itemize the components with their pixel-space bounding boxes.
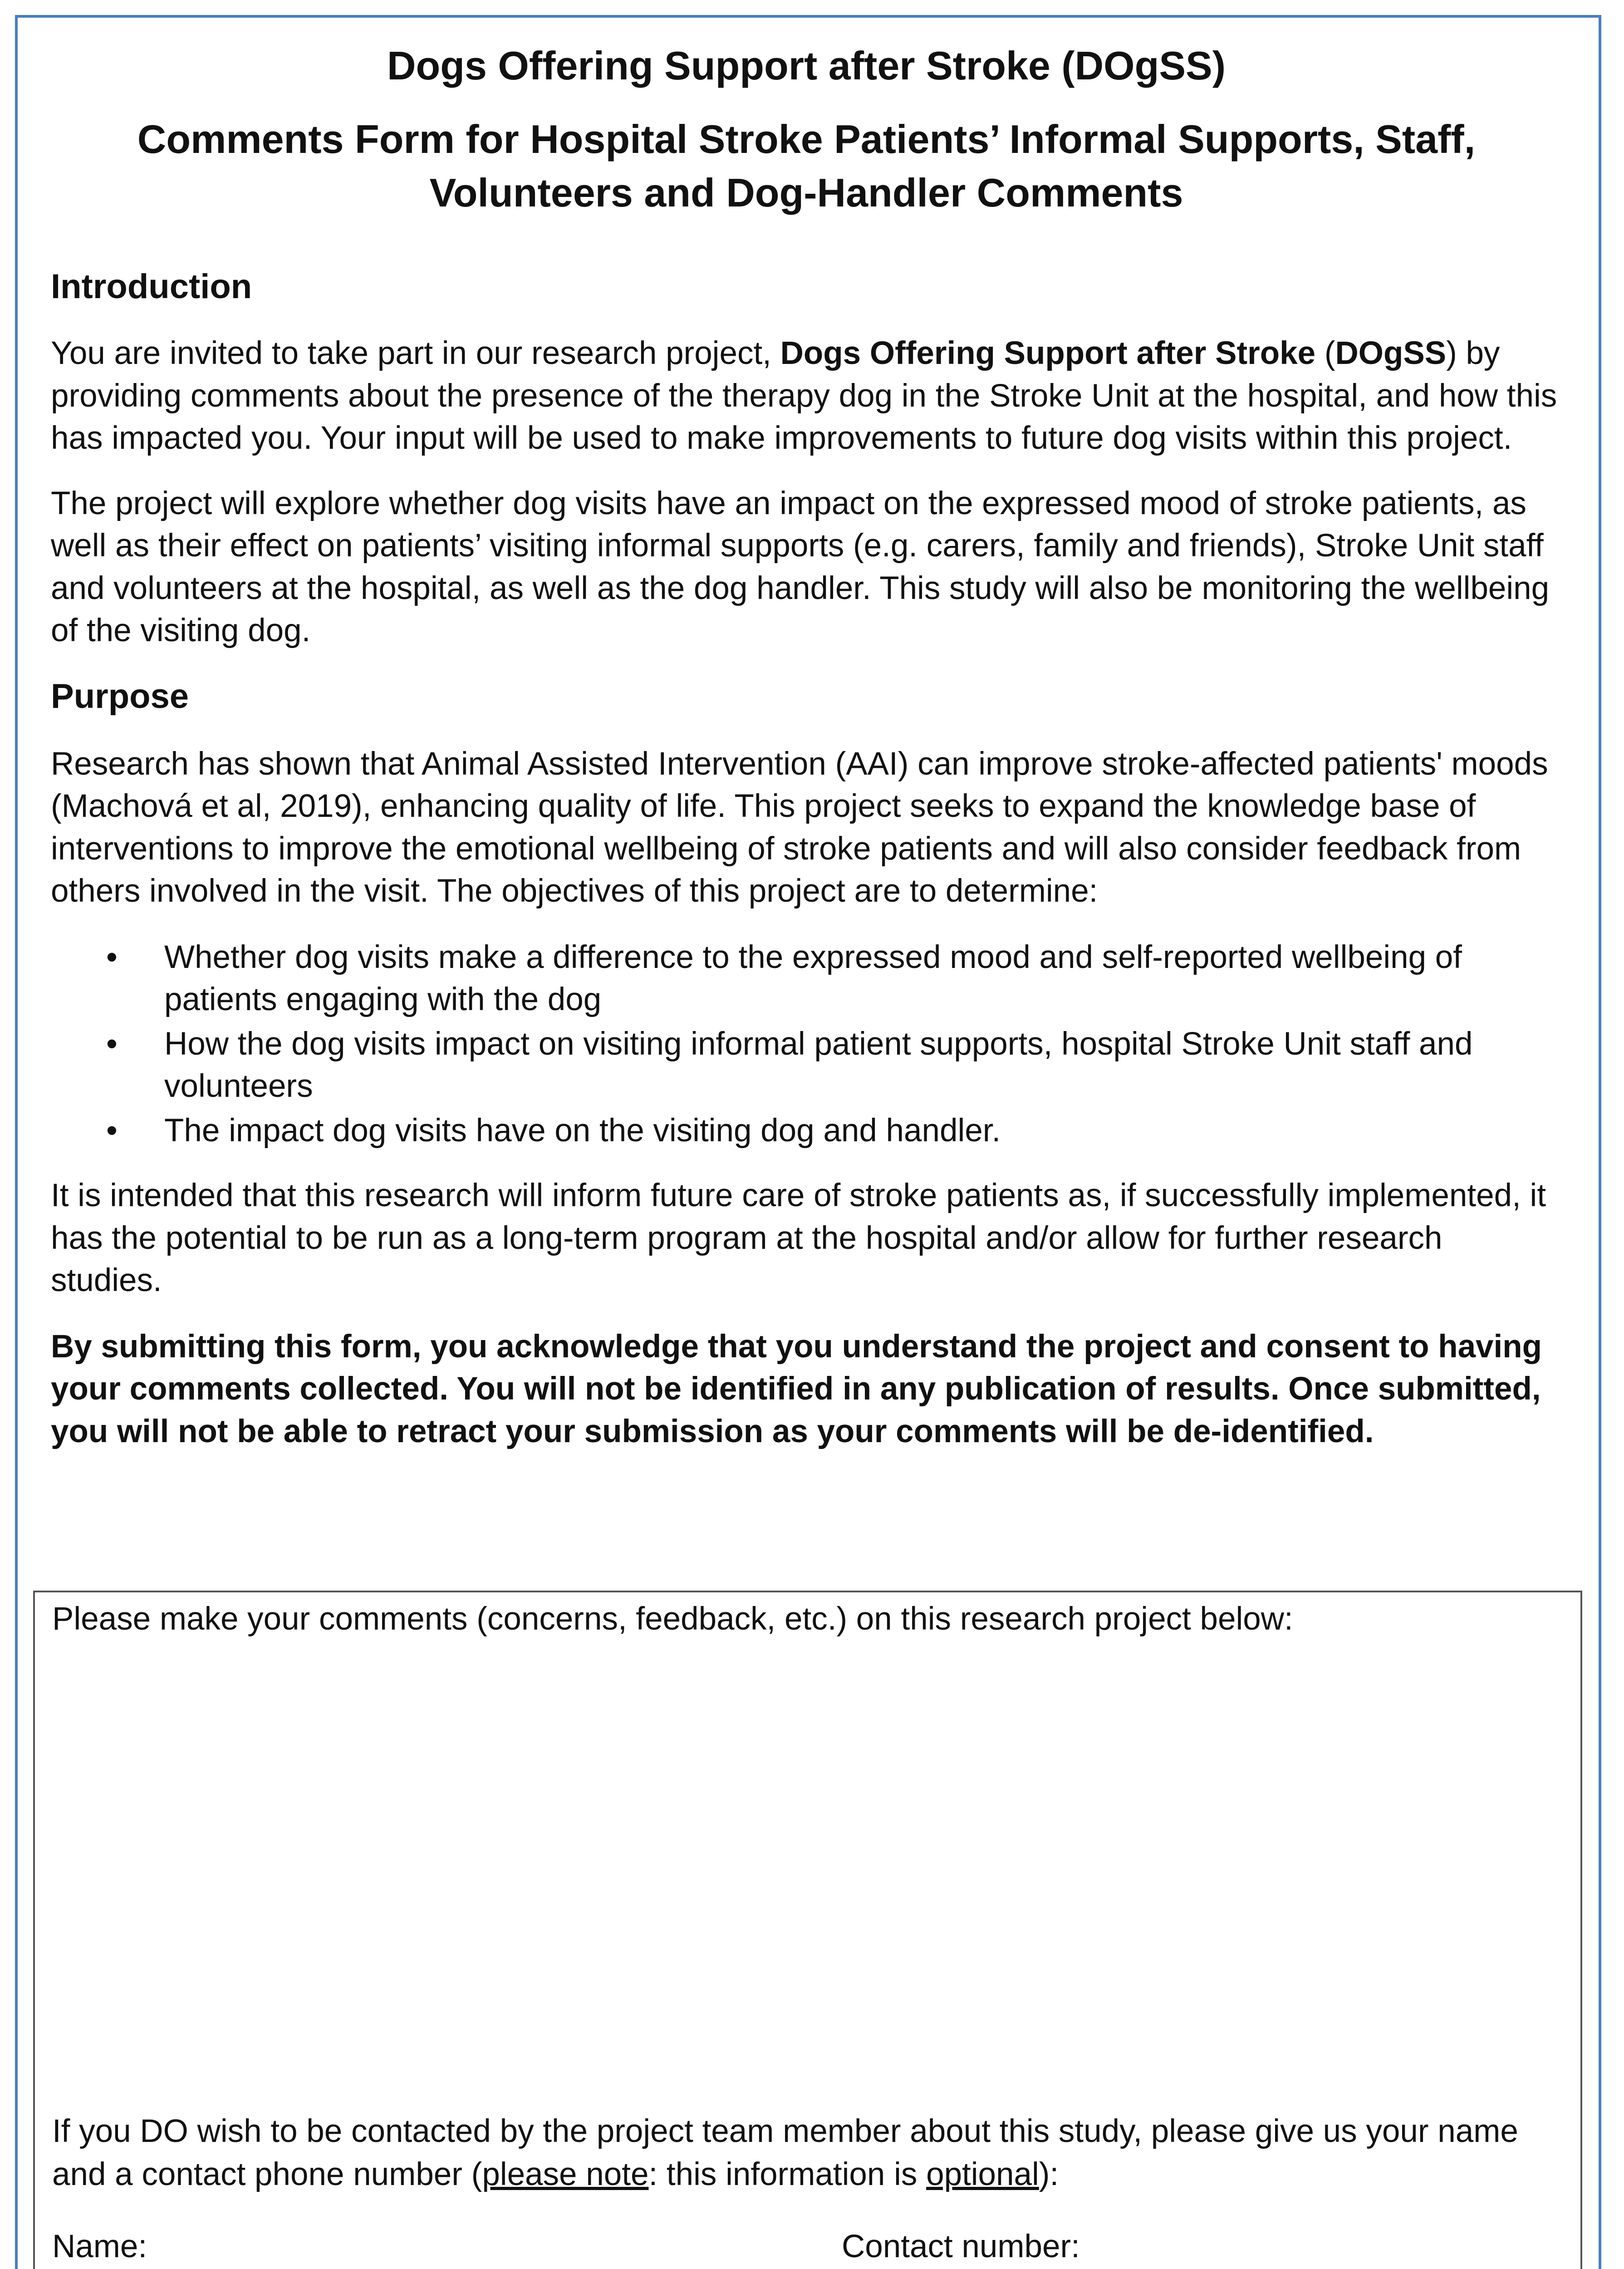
document-subtitle: Comments Form for Hospital Stroke Patients’ Informal Supports, Staff, Volunteers and Dog-Handler Comments xyxy=(137,117,1476,215)
bullet-icon: • xyxy=(106,1026,118,1062)
purpose-heading: Purpose xyxy=(51,677,189,716)
optional-text: optional xyxy=(926,2156,1039,2192)
document-title: Dogs Offering Support after Stroke (DOgSS) xyxy=(387,43,1226,88)
name-field-label: Name: xyxy=(52,2229,147,2264)
objective-text: How the dog visits impact on visiting informal patient supports, hospital Stroke Unit staff and volunteers xyxy=(164,1026,1473,1104)
list-item xyxy=(51,1023,1562,1108)
comment-box xyxy=(33,1591,1582,2269)
intro-text-before: You are invited to take part in our research project, xyxy=(51,335,780,371)
intro-paren-open: ( xyxy=(1315,335,1335,371)
intro-text-after: ) by providing comments about the presence of the therapy dog in the Stroke Unit at the hospital, and how this has impacted you. Your input will be used to make improvements to future dog visits within this project. xyxy=(51,335,1557,456)
contact-text-middle: : this information is xyxy=(648,2156,927,2192)
consent-statement: By submitting this form, you acknowledge that you understand the project and consent to having your comments collected. You will not be identified in any publication of results. Once submitted, you will not be able to retract your submission as your comments will be de-identified. xyxy=(51,1328,1542,1449)
document-body xyxy=(51,41,1562,1453)
comment-prompt: Please make your comments (concerns, feedback, etc.) on this research project below: xyxy=(52,1601,1293,1637)
objectives-list xyxy=(51,936,1562,1152)
project-acronym: DOgSS xyxy=(1335,335,1447,371)
contact-number-field-label: Contact number: xyxy=(842,2229,1080,2264)
introduction-paragraph-2: The project will explore whether dog visits have an impact on the expressed mood of stroke patients, as well as their effect on patients’ visiting informal supports (e.g. carers, family and friends), Stroke Unit staff and volunteers at the hospital, as well as the dog handler. This study will also be monitoring the wellbeing of the visiting dog. xyxy=(51,485,1550,648)
objective-text: Whether dog visits make a difference to the expressed mood and self-reported wellbeing of patients engaging with the dog xyxy=(164,939,1462,1017)
purpose-paragraph-1: Research has shown that Animal Assisted Intervention (AAI) can improve stroke-affected patients' moods (Machová et al, 2019), enhancing quality of life. This project seeks to expand the knowledge base of interventions to improve the emotional wellbeing of stroke patients and will also consider feedback from others involved in the visit. The objectives of this project are to determine: xyxy=(51,746,1548,909)
bullet-icon: • xyxy=(106,939,118,975)
list-item xyxy=(51,1110,1562,1152)
introduction-heading: Introduction xyxy=(51,267,252,306)
objective-text: The impact dog visits have on the visiting dog and handler. xyxy=(164,1112,1001,1149)
comment-input-area[interactable] xyxy=(52,1647,1563,2101)
contact-text-before: If you DO wish to be contacted by the project team member about this study, please give us your name and a contact phone number ( xyxy=(52,2113,1518,2192)
purpose-paragraph-2: It is intended that this research will inform future care of stroke patients as, if successfully implemented, it has the potential to be run as a long-term program at the hospital and/or allow for further research studies. xyxy=(51,1178,1546,1298)
project-name: Dogs Offering Support after Stroke xyxy=(780,335,1316,371)
introduction-paragraph-1 xyxy=(51,332,1562,460)
please-note-text: please note xyxy=(482,2156,649,2192)
contact-text-after: ): xyxy=(1039,2156,1059,2192)
bullet-icon: • xyxy=(106,1112,118,1149)
list-item xyxy=(51,936,1562,1021)
contact-request-text xyxy=(52,2110,1563,2196)
